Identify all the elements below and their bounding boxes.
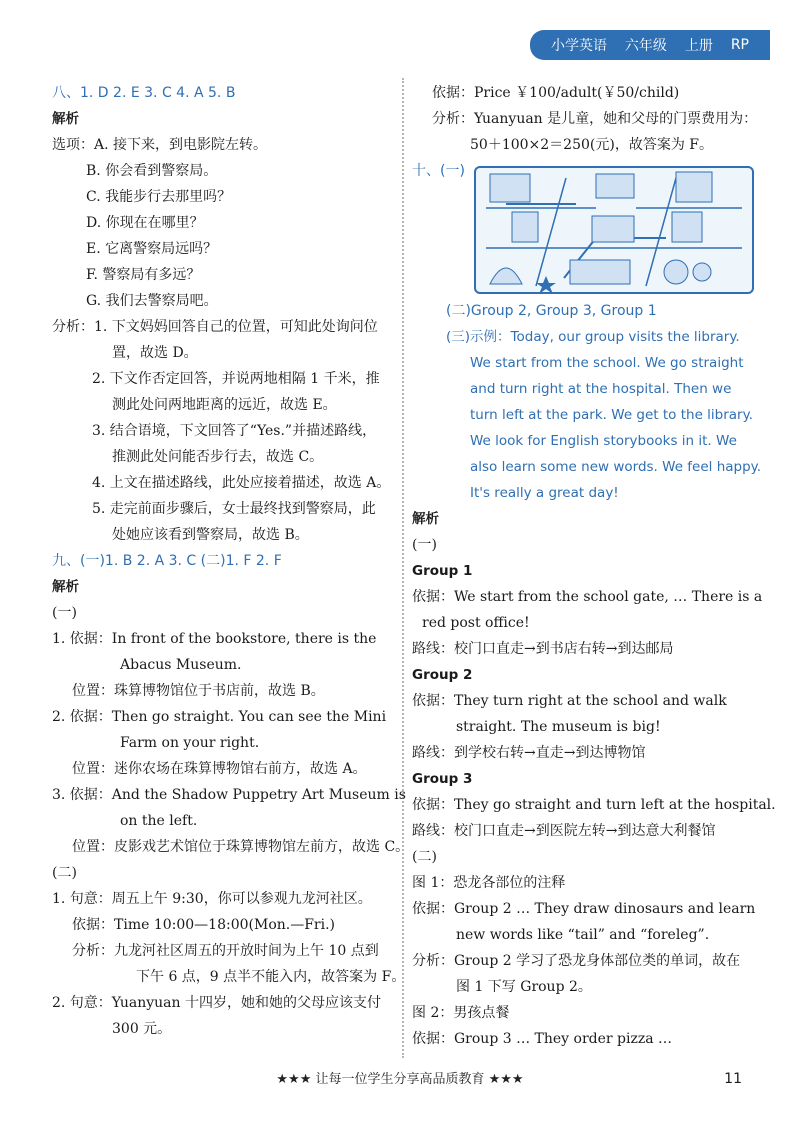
page-number: 11: [724, 1071, 742, 1087]
item-line: 3. 依据：And the Shadow Puppetry Art Museum is: [52, 787, 406, 803]
part2-line: 分析：Group 2 学习了恐龙身体部位类的单词，故在: [412, 953, 741, 969]
analysis-line: 50＋100×2＝250(元)，故答案为 F。: [470, 137, 713, 153]
analysis-line: 5. 走完前面步骤后，女士最终找到警察局，此: [92, 501, 376, 517]
part2-line: 依据：Group 3 … They order pizza …: [412, 1031, 673, 1047]
sample-line: We look for English storybooks in it. We: [470, 433, 737, 449]
group-line: straight. The museum is big!: [456, 719, 661, 735]
option-line: C. 我能步行去那里吗？: [86, 189, 232, 205]
group-line: 路线：校门口直走→到医院左转→到达意大利餐馆: [412, 823, 716, 839]
section-9-answer: 九、(一)1. B 2. A 3. C (二)1. F 2. F: [52, 553, 282, 569]
header-tab: [530, 30, 770, 60]
part2-line: 图 2：男孩点餐: [412, 1005, 510, 1021]
option-line: B. 你会看到警察局。: [86, 163, 218, 179]
group-2-title: Group 2: [412, 667, 473, 683]
analysis-line: 4. 上文在描述路线，此处应接着描述，故选 A。: [92, 475, 391, 491]
part-3-prefix-line: [412, 324, 754, 350]
section-10-label: 十、(一): [412, 163, 465, 179]
map-drawing: [476, 168, 752, 292]
analysis-label: 解析: [412, 511, 439, 527]
header-grade: 六年级: [624, 38, 667, 54]
item-line: 2. 句意：Yuanyuan 十四岁，她和她的父母应该支付: [52, 995, 381, 1011]
sample-line: turn left at the park. We get to the library.: [470, 407, 753, 423]
analysis-line: 推测此处问能否步行去，故选 C。: [112, 449, 324, 465]
part2-line: 依据：Group 2 … They draw dinosaurs and learn: [412, 901, 756, 917]
right-column-lower: [412, 298, 776, 1052]
part-2-answer: (二)Group 2, Group 3, Group 1: [446, 303, 657, 319]
group-3-title: Group 3: [412, 771, 473, 787]
item-line: 依据：Time 10:00—18:00(Mon.—Fri.): [72, 917, 336, 933]
item-line: on the left.: [120, 813, 198, 829]
part-label: (二): [412, 849, 437, 865]
option-line: 选项：A. 接下来，到电影院左转。: [52, 137, 268, 153]
part-label: (一): [412, 537, 437, 553]
part-label: (一): [52, 605, 77, 621]
header-edition: RP: [730, 37, 749, 53]
item-line: Abacus Museum.: [120, 657, 242, 673]
analysis-line: 置，故选 D。: [112, 345, 198, 361]
item-line: 300 元。: [112, 1021, 172, 1037]
item-line: 位置：珠算博物馆位于书店前，故选 B。: [72, 683, 325, 699]
option-line: F. 警察局有多远？: [86, 267, 201, 283]
route-map-illustration: [474, 166, 754, 294]
section-8-label: 解析: [52, 111, 79, 127]
group-line: 路线：到学校右转→直走→到达博物馆: [412, 745, 646, 761]
group-line: 依据：We start from the school gate, … There is a: [412, 589, 763, 605]
analysis-line: 3. 结合语境，下文回答了“Yes.”并描述路线，: [92, 423, 377, 439]
analysis-line: 分析：Yuanyuan 是儿童，她和父母的门票费用为：: [432, 111, 758, 127]
sample-line: It's really a great day!: [470, 485, 619, 501]
item-line: Farm on your right.: [120, 735, 260, 751]
header-subject: 小学英语: [550, 38, 607, 54]
group-line: red post office!: [422, 615, 530, 631]
item-line: 2. 依据：Then go straight. You can see the Mini: [52, 709, 387, 725]
group-line: 路线：校门口直走→到书店右转→到达邮局: [412, 641, 674, 657]
option-line: D. 你现在在哪里？: [86, 215, 204, 231]
sample-line: Today, our group visits the library.: [510, 329, 740, 345]
item-line: 分析：九龙河社区周五的开放时间为上午 10 点到: [72, 943, 379, 959]
part2-line: new words like “tail” and “foreleg”.: [456, 927, 710, 943]
part-label: (二): [52, 865, 77, 881]
analysis-line: 2. 下文作否定回答，并说两地相隔 1 千米，推: [92, 371, 380, 387]
item-line: 位置：迷你农场在珠算博物馆右前方，故选 A。: [72, 761, 367, 777]
item-line: 下午 6 点，9 点半不能入内，故答案为 F。: [136, 969, 406, 985]
option-line: E. 它离警察局远吗？: [86, 241, 218, 257]
section-8-answer: 八、1. D 2. E 3. C 4. A 5. B: [52, 85, 236, 101]
right-column: [412, 80, 758, 158]
part-3-prefix: (三)示例：: [446, 329, 511, 345]
sample-line: We start from the school. We go straight: [470, 355, 744, 371]
analysis-line: 分析：1. 下文妈妈回答自己的位置，可知此处询问位: [52, 319, 378, 335]
header-volume: 上册: [684, 38, 713, 54]
item-line: 1. 句意：周五上午 9:30，你可以参观九龙河社区。: [52, 891, 372, 907]
group-line: 依据：They turn right at the school and walk: [412, 693, 727, 709]
basis-line: 依据：Price ￥100/adult(￥50/child): [432, 85, 680, 101]
part2-line: 图 1 下写 Group 2。: [456, 979, 592, 995]
item-line: 1. 依据：In front of the bookstore, there is the: [52, 631, 377, 647]
analysis-line: 测此处问两地距离的远近，故选 E。: [112, 397, 337, 413]
group-line: 依据：They go straight and turn left at the hospital.: [412, 797, 776, 813]
footer-slogan: ★★★ 让每一位学生分享高品质教育 ★★★: [276, 1072, 524, 1087]
item-line: 位置：皮影戏艺术馆位于珠算博物馆左前方，故选 C。: [72, 839, 410, 855]
column-divider: [402, 78, 404, 1058]
option-line: G. 我们去警察局吧。: [86, 293, 218, 309]
left-column: [52, 80, 410, 1042]
sample-line: also learn some new words. We feel happy.: [470, 459, 762, 475]
analysis-line: 处她应该看到警察局，故选 B。: [112, 527, 309, 543]
group-1-title: Group 1: [412, 563, 473, 579]
sample-line: and turn right at the hospital. Then we: [470, 381, 732, 397]
part2-line: 图 1：恐龙各部位的注释: [412, 875, 566, 891]
section-9-label: 解析: [52, 579, 79, 595]
